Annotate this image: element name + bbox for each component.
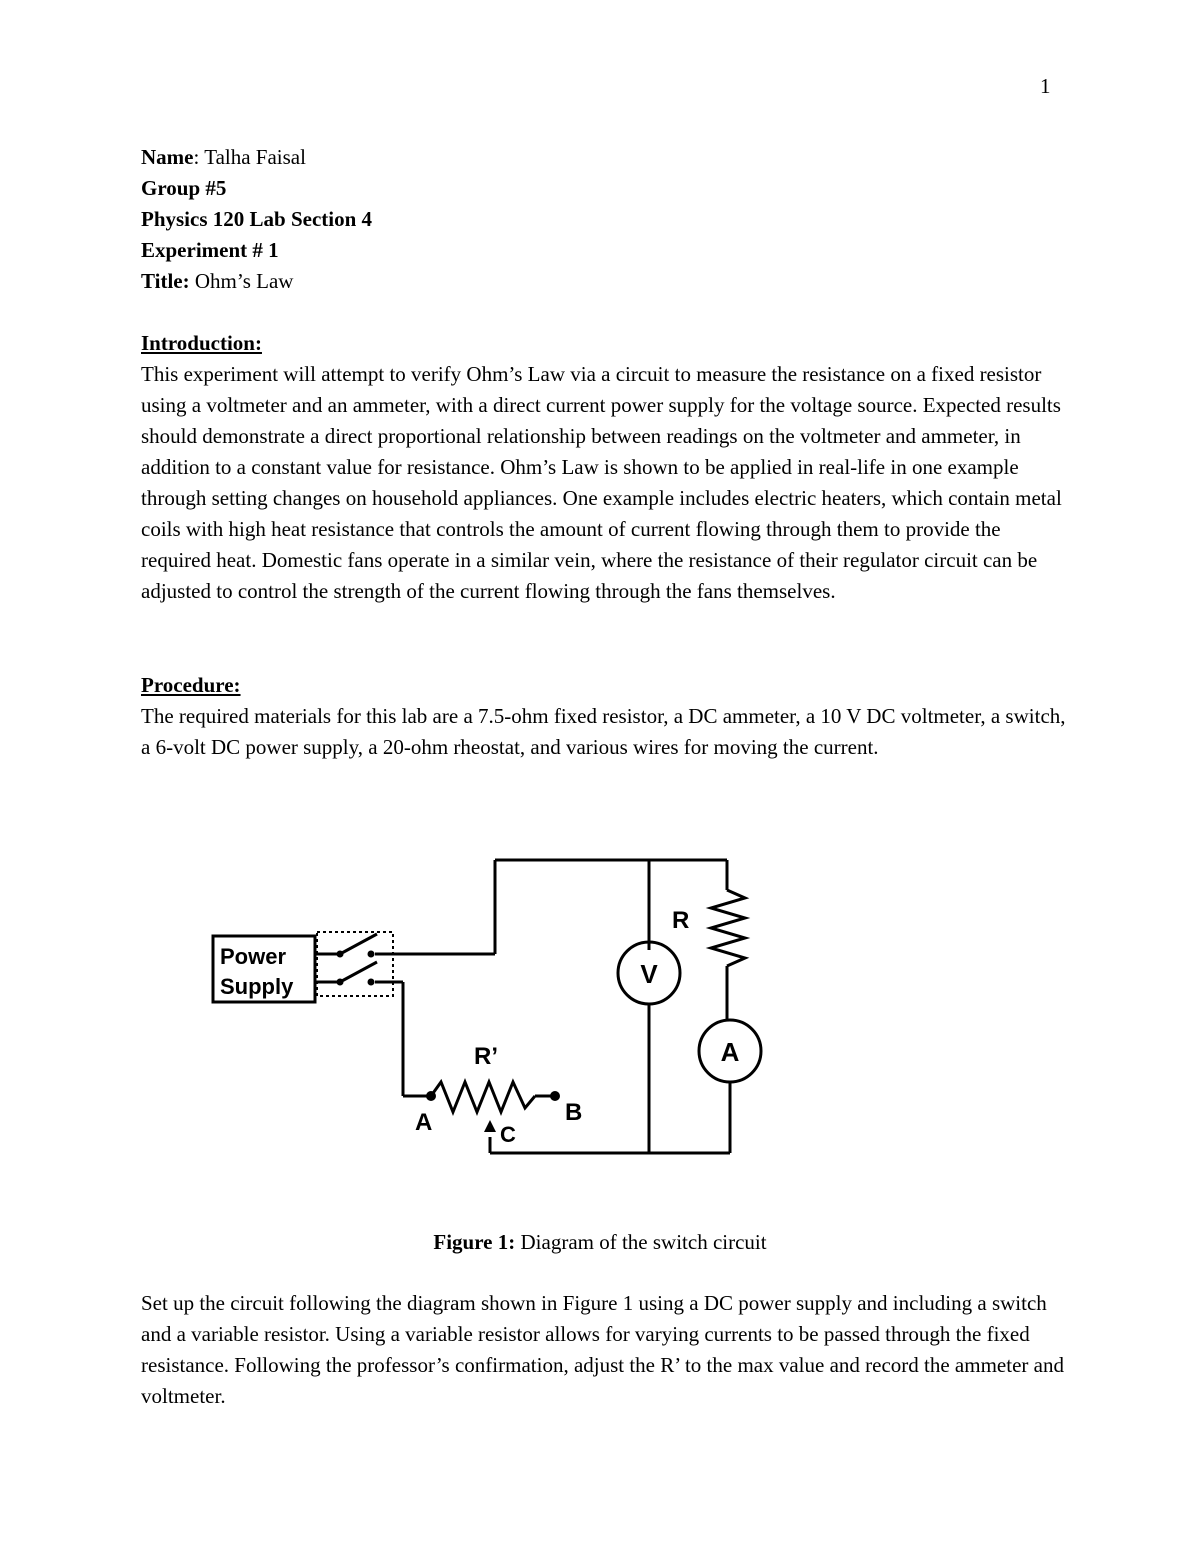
- introduction-text: This experiment will attempt to verify Ohm’s Law via a circuit to measure the resistance on a fixed resistor using a voltmeter and an ammeter, with a direct current power supply for the voltage source. Expected results should demonstrate a direct proportional relationship between readings on the voltmeter and ammeter, in addition to a constant value for resistance. Ohm’s Law is shown to be applied in real-life in one example through setting changes on household appliances. One example includes electric heaters, which contain metal coils with high heat resistance that controls the amount of current flowing through them to provide the required heat. Domestic fans operate in a similar vein, where the resistance of their regulator circuit can be adjusted to control the strength of the current flowing through the fans themselves.: [141, 362, 1062, 603]
- experiment: Experiment # 1: [141, 238, 279, 262]
- wiper-arrow: [484, 1120, 496, 1132]
- terminal-a: [426, 1091, 436, 1101]
- circuit-diagram: [205, 850, 785, 1170]
- power-supply-label-1: Power: [220, 944, 287, 969]
- procedure-heading: Procedure:: [141, 673, 241, 697]
- point-b-label: B: [565, 1099, 583, 1126]
- point-c-label: C: [500, 1122, 516, 1147]
- procedure-text: The required materials for this lab are a 7.5-ohm fixed resistor, a DC ammeter, a 10 V DC voltmeter, a switch, a 6-volt DC power supply, a 20-ohm rheostat, and various wires for moving the current.: [141, 704, 1066, 759]
- terminal-b: [550, 1091, 560, 1101]
- header-block: [141, 142, 372, 297]
- resistor-r-label: R: [672, 907, 690, 934]
- page-number: 1: [1040, 74, 1051, 98]
- name-value: Talha Faisal: [204, 145, 306, 169]
- experiment-line: [141, 235, 372, 266]
- closing-text: Set up the circuit following the diagram shown in Figure 1 using a DC power supply and including a switch and a variable resistor. Using a variable resistor allows for varying currents to be passed through the fixed resistance. Following the professor’s confirmation, adjust the R’ to the max value and record the ammeter and voltmeter.: [141, 1291, 1064, 1408]
- group: Group #5: [141, 176, 227, 200]
- course-line: [141, 204, 372, 235]
- title-value: Ohm’s Law: [189, 269, 294, 293]
- figure-caption: [0, 1227, 1200, 1258]
- point-a-label: A: [415, 1109, 433, 1136]
- procedure-section: [141, 670, 1071, 763]
- name-label: Name: [141, 145, 194, 169]
- switch-box: [317, 932, 393, 996]
- power-supply-label-2: Supply: [220, 974, 294, 999]
- title-label: Title:: [141, 269, 190, 293]
- closing-section: [141, 1288, 1071, 1412]
- introduction-section: [141, 328, 1071, 607]
- rheostat: [431, 1082, 535, 1112]
- group-line: [141, 173, 372, 204]
- caption-label: Figure 1:: [433, 1230, 516, 1254]
- ammeter-label: A: [720, 1037, 740, 1067]
- resistor-r: [711, 890, 745, 966]
- voltmeter-label: V: [640, 959, 658, 989]
- rheostat-label: R’: [474, 1043, 498, 1070]
- course: Physics 120 Lab Section 4: [141, 207, 373, 231]
- title-line: [141, 266, 372, 297]
- caption-text: Diagram of the switch circuit: [515, 1230, 767, 1254]
- name-line: [141, 142, 372, 173]
- introduction-heading: Introduction:: [141, 331, 262, 355]
- name-separator: :: [193, 145, 205, 169]
